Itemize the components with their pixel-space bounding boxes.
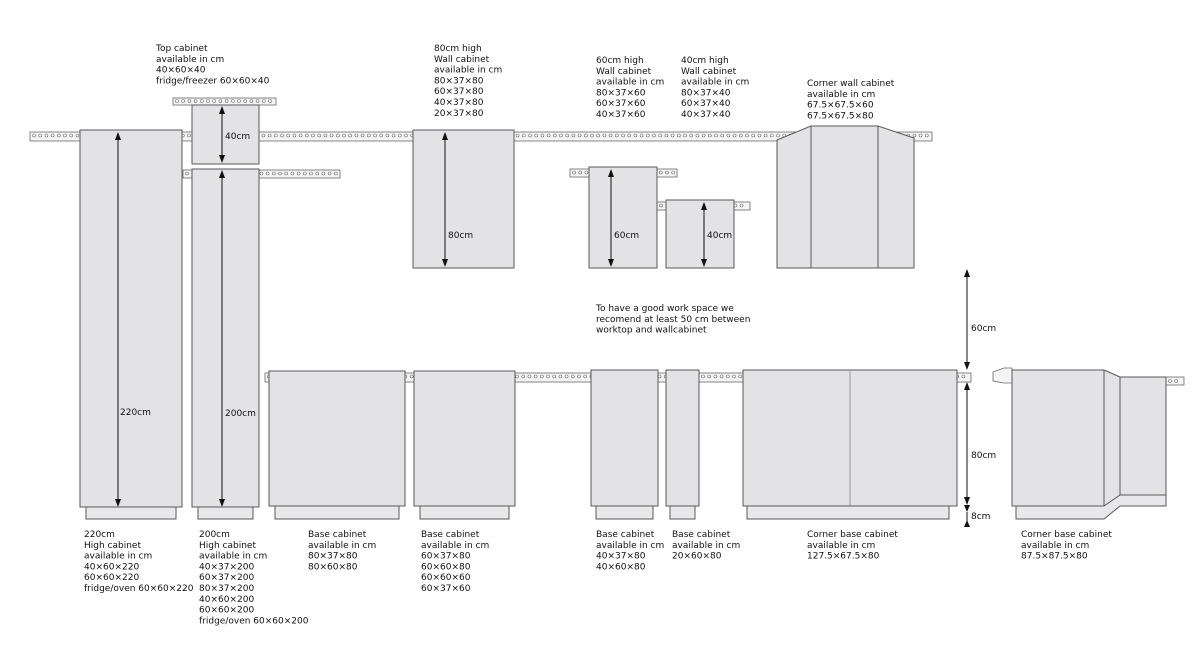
- rail-hole: [51, 134, 54, 137]
- rail-hole: [522, 134, 525, 137]
- rail-hole: [578, 134, 581, 137]
- label-line: 40×60×200: [199, 594, 255, 605]
- rail-hole: [547, 134, 550, 137]
- rail-hole: [398, 134, 401, 137]
- corner-wall-cabinet-label: [807, 79, 895, 121]
- rail-hole: [64, 134, 67, 137]
- label-line: 200cm: [199, 530, 230, 540]
- plinth: [275, 506, 399, 519]
- label-line: fridge/freezer 60×60×40: [156, 76, 270, 87]
- rail-hole: [565, 375, 568, 378]
- label-line: available in cm: [596, 77, 665, 88]
- rail-hole: [238, 100, 241, 103]
- rail-hole: [560, 134, 563, 137]
- label-line: available in cm: [84, 551, 153, 562]
- rail-hole: [559, 375, 562, 378]
- rail-hole: [752, 134, 755, 137]
- label-line: 80×37×60: [596, 88, 646, 99]
- label-line: 60×37×60: [596, 99, 646, 110]
- dim-gap-60: [964, 269, 996, 370]
- plinth: [86, 507, 176, 519]
- rail-hole: [925, 134, 928, 137]
- rail-hole: [361, 134, 364, 137]
- label-line: recomend at least 50 cm between: [596, 314, 751, 325]
- rail-hole: [262, 134, 265, 137]
- rail-hole: [628, 134, 631, 137]
- rail-hole: [609, 134, 612, 137]
- rail-hole: [176, 100, 179, 103]
- label-line: 60×60×60: [421, 573, 471, 584]
- rail-hole: [733, 134, 736, 137]
- rail-hole: [571, 375, 574, 378]
- rail-hole: [684, 134, 687, 137]
- rail-hole: [659, 171, 662, 174]
- label-line: 40cm high: [681, 56, 729, 66]
- label-line: 60×60×200: [199, 605, 255, 616]
- base-cabinet-3-label: [596, 530, 664, 572]
- rail-hole: [186, 172, 189, 175]
- rail-hole: [322, 172, 325, 175]
- corner-base-cabinet-2-label: [1021, 530, 1112, 562]
- rail-hole: [573, 171, 576, 174]
- rail-hole: [225, 100, 228, 103]
- rail-hole: [182, 100, 185, 103]
- rail-hole: [578, 375, 581, 378]
- rail-hole: [777, 134, 780, 137]
- label-line: Wall cabinet: [434, 54, 490, 65]
- base-cabinet-20: [666, 370, 699, 506]
- label-line: 60×37×40: [681, 99, 731, 110]
- rail-hole: [671, 134, 674, 137]
- rail-hole: [279, 172, 282, 175]
- corner-wall-cabinet: [777, 126, 914, 268]
- rail-hole: [727, 134, 730, 137]
- rail-hole: [374, 134, 377, 137]
- corner-base-cabinet-1-label: [807, 530, 898, 562]
- label-line: 40×37×80: [434, 98, 484, 108]
- rail-hole: [250, 100, 253, 103]
- rail-hole: [334, 172, 337, 175]
- dim-base-80: [964, 382, 996, 505]
- label-line: 40×37×80: [596, 551, 646, 562]
- rail-hole: [287, 134, 290, 137]
- high-cabinet-220: [80, 130, 182, 507]
- wall-cabinet-60: [589, 167, 657, 268]
- rail-hole: [349, 134, 352, 137]
- rail-hole: [1175, 380, 1178, 383]
- label-line: 67.5×67.5×80: [807, 111, 874, 122]
- label-line: 80×37×80: [434, 76, 484, 87]
- label-line: available in cm: [199, 551, 268, 562]
- rail-hole: [746, 134, 749, 137]
- rail-hole: [540, 375, 543, 378]
- label-line: 80cm high: [434, 44, 482, 54]
- rail-hole: [207, 100, 210, 103]
- rail-hole: [260, 172, 263, 175]
- label-line: 20×60×80: [672, 551, 722, 562]
- rail-hole: [256, 100, 259, 103]
- label-line: Wall cabinet: [681, 66, 737, 77]
- label-line: 127.5×67.5×80: [807, 551, 880, 562]
- label-line: 60×37×80: [434, 87, 484, 98]
- rail-hole: [764, 134, 767, 137]
- rail-hole: [572, 134, 575, 137]
- label-line: 40×37×40: [681, 110, 731, 120]
- rail-hole: [312, 134, 315, 137]
- label-line: 60×60×80: [421, 562, 471, 573]
- label-line: Corner wall cabinet: [807, 79, 895, 89]
- rail-hole: [39, 134, 42, 137]
- rail-hole: [303, 172, 306, 175]
- rail-hole: [316, 172, 319, 175]
- plinth: [670, 506, 695, 519]
- rail-hole: [653, 134, 656, 137]
- label-line: 40×60×80: [596, 562, 646, 573]
- rail-hole: [336, 134, 339, 137]
- rail-hole: [585, 171, 588, 174]
- dim-label: 8cm: [971, 512, 991, 522]
- rail-hole: [535, 134, 538, 137]
- rail-hole: [213, 100, 216, 103]
- label-line: available in cm: [807, 89, 876, 100]
- wall-cabinet-60-label: [596, 56, 664, 120]
- label-line: 80×60×80: [308, 562, 358, 573]
- top-cabinet-label: [155, 44, 270, 86]
- base-cabinet-60: [414, 371, 515, 506]
- high-cabinet-200: [192, 169, 259, 507]
- label-line: 40×37×200: [199, 562, 255, 573]
- label-line: 20×37×80: [434, 108, 484, 119]
- rail-hole: [522, 375, 525, 378]
- dim-label: 60cm: [614, 231, 640, 241]
- high-cabinet-220-label: [84, 530, 194, 594]
- rail-hole: [70, 134, 73, 137]
- rail-hole: [547, 375, 550, 378]
- rail-hole: [708, 375, 711, 378]
- label-line: 87.5×87.5×80: [1021, 551, 1088, 562]
- rail-hole: [646, 134, 649, 137]
- label-line: 60cm high: [596, 56, 644, 66]
- rail-hole: [188, 100, 191, 103]
- rail-hole: [324, 134, 327, 137]
- rail-hole: [714, 375, 717, 378]
- plinth: [596, 506, 653, 519]
- rail-hole: [516, 134, 519, 137]
- corner-base-rail-left: [993, 368, 1012, 383]
- high-cabinet-200-label: [199, 530, 309, 626]
- rail-hole: [268, 134, 271, 137]
- rail-hole: [660, 204, 663, 207]
- dim-label: 220cm: [120, 408, 151, 418]
- label-line: Base cabinet: [672, 530, 731, 540]
- rail-hole: [739, 134, 742, 137]
- rail-hole: [659, 134, 662, 137]
- rail-hole: [318, 134, 321, 137]
- rail-hole: [665, 134, 668, 137]
- rail-hole: [919, 134, 922, 137]
- dim-label: 40cm: [225, 132, 251, 142]
- label-line: 60×60×220: [84, 573, 140, 584]
- label-line: High cabinet: [199, 540, 256, 551]
- rail-hole: [721, 134, 724, 137]
- rail-hole: [658, 375, 661, 378]
- label-line: 67.5×67.5×60: [807, 100, 874, 111]
- rail-hole: [386, 134, 389, 137]
- corner-base-cabinet-127: [743, 370, 957, 519]
- rail-hole: [355, 134, 358, 137]
- label-line: Wall cabinet: [596, 66, 652, 77]
- rail-hole: [672, 171, 675, 174]
- rail-hole: [380, 134, 383, 137]
- label-line: 80×37×40: [681, 88, 731, 99]
- label-line: available in cm: [807, 540, 876, 551]
- label-line: fridge/oven 60×60×200: [199, 616, 309, 627]
- rail-hole: [553, 375, 556, 378]
- rail-hole: [330, 134, 333, 137]
- rail-hole: [194, 100, 197, 103]
- rail-hole: [200, 100, 203, 103]
- label-line: 60×37×80: [421, 551, 471, 562]
- rail-hole: [516, 375, 519, 378]
- wall-cabinet-80-label: [434, 44, 502, 119]
- label-line: available in cm: [596, 540, 665, 551]
- rail-hole: [188, 134, 191, 137]
- label-line: To have a good work space we: [596, 304, 734, 314]
- rail-hole: [305, 134, 308, 137]
- workspace-note: [595, 304, 750, 336]
- rail-hole: [367, 134, 370, 137]
- rail-hole: [677, 134, 680, 137]
- rail-hole: [740, 204, 743, 207]
- rail-hole: [702, 134, 705, 137]
- label-line: Base cabinet: [308, 530, 367, 540]
- label-line: Base cabinet: [596, 530, 655, 540]
- rail-hole: [553, 134, 556, 137]
- rail-hole: [690, 134, 693, 137]
- corner-base-cabinet-87: [1012, 370, 1166, 519]
- rail-hole: [274, 134, 277, 137]
- rail-hole: [603, 134, 606, 137]
- rail-hole: [913, 134, 916, 137]
- rail-hole: [962, 375, 965, 378]
- label-line: 60×37×60: [421, 584, 471, 594]
- base-cabinet-4-label: [672, 530, 740, 562]
- rail-hole: [634, 134, 637, 137]
- rail-hole: [328, 172, 331, 175]
- label-line: 60×37×200: [199, 573, 255, 584]
- rail-hole: [297, 172, 300, 175]
- label-line: available in cm: [434, 65, 503, 76]
- rail-hole: [410, 375, 413, 378]
- label-line: 40×37×60: [596, 110, 646, 120]
- label-line: 40×60×220: [84, 562, 140, 573]
- dim-label: 60cm: [971, 324, 997, 334]
- label-line: Corner base cabinet: [1021, 530, 1112, 540]
- rail-hole: [541, 134, 544, 137]
- rail-hole: [739, 375, 742, 378]
- rail-hole: [591, 134, 594, 137]
- rail-hole: [405, 134, 408, 137]
- rail-hole: [285, 172, 288, 175]
- rail-hole: [299, 134, 302, 137]
- rail-hole: [597, 134, 600, 137]
- rail-hole: [529, 134, 532, 137]
- rail-hole: [696, 134, 699, 137]
- base-cabinet-40: [591, 370, 658, 506]
- label-line: available in cm: [156, 54, 225, 65]
- wall-cabinet-40-label: [681, 56, 749, 120]
- rail-hole: [566, 134, 569, 137]
- rail-hole: [392, 134, 395, 137]
- label-line: fridge/oven 60×60×220: [84, 584, 194, 594]
- label-line: Corner base cabinet: [807, 530, 898, 540]
- rail-hole: [584, 134, 587, 137]
- base-cabinet-80: [269, 371, 405, 506]
- label-line: Base cabinet: [421, 530, 480, 540]
- base-cabinet-2-label: [421, 530, 489, 594]
- dim-label: 80cm: [971, 451, 997, 461]
- rail-hole: [343, 134, 346, 137]
- rail-hole: [733, 375, 736, 378]
- rail-hole: [708, 134, 711, 137]
- label-line: Top cabinet: [156, 44, 208, 54]
- base-cabinet-1-label: [308, 530, 376, 572]
- rail-hole: [231, 100, 234, 103]
- rail-hole: [291, 172, 294, 175]
- label-line: available in cm: [421, 540, 490, 551]
- label-line: available in cm: [672, 540, 741, 551]
- rail-hole: [666, 171, 669, 174]
- rail-hole: [76, 134, 79, 137]
- label-line: worktop and wallcabinet: [596, 325, 707, 336]
- rail-hole: [720, 375, 723, 378]
- rail-hole: [293, 134, 296, 137]
- rail-hole: [281, 134, 284, 137]
- rail-hole: [45, 134, 48, 137]
- rail-hole: [579, 171, 582, 174]
- label-line: High cabinet: [84, 540, 141, 551]
- rail-hole: [758, 134, 761, 137]
- dim-plinth-8: [964, 505, 990, 527]
- rail-hole: [534, 375, 537, 378]
- top-cabinet-rail: [173, 98, 276, 105]
- rail-hole: [269, 100, 272, 103]
- rail-hole: [615, 134, 618, 137]
- label-line: available in cm: [681, 77, 750, 88]
- rail-hole: [715, 134, 718, 137]
- rail-hole: [702, 375, 705, 378]
- dim-label: 40cm: [707, 231, 733, 241]
- rail-hole: [57, 134, 60, 137]
- rail-hole: [622, 134, 625, 137]
- label-line: available in cm: [308, 540, 377, 551]
- rail-hole: [266, 172, 269, 175]
- rail-hole: [528, 375, 531, 378]
- rail-hole: [770, 134, 773, 137]
- rail-hole: [219, 100, 222, 103]
- rail-hole: [244, 100, 247, 103]
- plinth: [198, 507, 253, 519]
- wall-cabinet-80: [413, 130, 514, 268]
- rail-hole: [640, 134, 643, 137]
- label-line: available in cm: [1021, 540, 1090, 551]
- label-line: 80×37×80: [308, 551, 358, 562]
- dim-label: 80cm: [448, 231, 474, 241]
- label-line: 40×60×40: [156, 65, 206, 76]
- dim-label: 200cm: [225, 409, 256, 419]
- rail-hole: [310, 172, 313, 175]
- rail-hole: [272, 172, 275, 175]
- label-line: 80×37×200: [199, 584, 255, 594]
- label-line: 220cm: [84, 530, 115, 540]
- rail-hole: [584, 375, 587, 378]
- plinth: [420, 506, 509, 519]
- rail-hole: [33, 134, 36, 137]
- rail-hole: [262, 100, 265, 103]
- rail-hole: [1169, 380, 1172, 383]
- rail-hole: [726, 375, 729, 378]
